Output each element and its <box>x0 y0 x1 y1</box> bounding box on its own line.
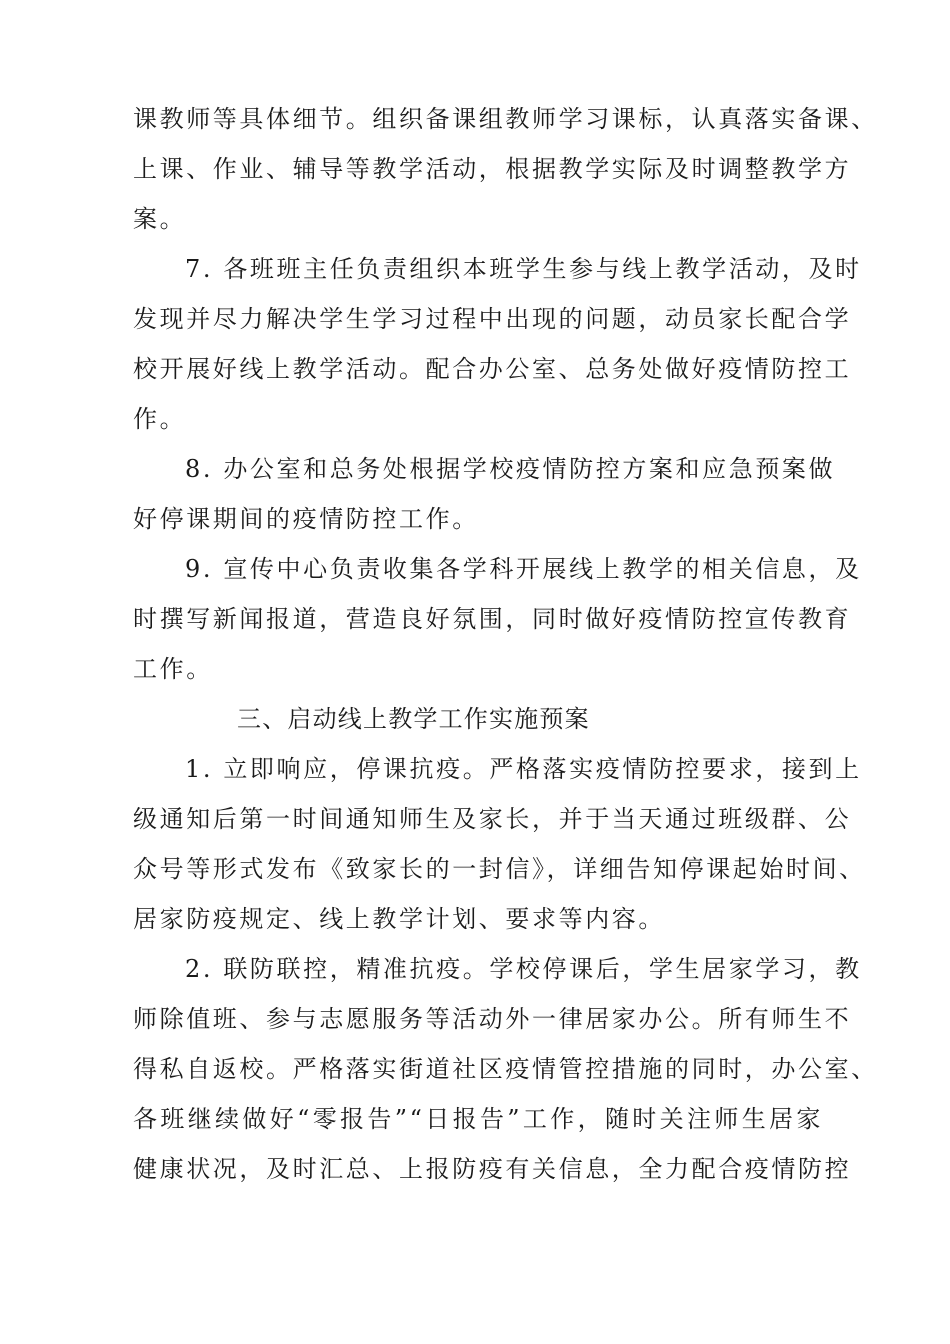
text-line: 得私自返校。严格落实街道社区疫情管控措施的同时，办公室、 <box>133 1055 878 1083</box>
text-line: 时撰写新闻报道，营造良好氛围，同时做好疫情防控宣传教育 <box>133 605 852 633</box>
text-line: 各班继续做好“零报告”“日报告”工作，随时关注师生居家 <box>133 1105 823 1133</box>
text-line: 8. 办公室和总务处根据学校疫情防控方案和应急预案做 <box>185 455 836 483</box>
text-line: 三、启动线上教学工作实施预案 <box>237 705 590 733</box>
text-line: 9. 宣传中心负责收集各学科开展线上教学的相关信息，及 <box>185 555 862 583</box>
text-line: 案。 <box>133 205 187 233</box>
text-line: 好停课期间的疫情防控工作。 <box>133 505 479 533</box>
text-line: 校开展好线上教学活动。配合办公室、总务处做好疫情防控工 <box>133 355 852 383</box>
text-line: 众号等形式发布《致家长的一封信》，详细告知停课起始时间、 <box>133 855 866 883</box>
text-line: 2. 联防联控，精准抗疫。学校停课后，学生居家学习，教 <box>185 955 862 983</box>
paragraph <box>133 94 878 244</box>
paragraph <box>133 444 836 544</box>
text-line: 工作。 <box>133 655 213 683</box>
paragraph <box>133 944 878 1194</box>
text-line: 7. 各班班主任负责组织本班学生参与线上教学活动，及时 <box>185 255 862 283</box>
paragraph <box>133 244 862 444</box>
text-line: 课教师等具体细节。组织备课组教师学习课标，认真落实备课、 <box>133 105 878 133</box>
text-line: 健康状况，及时汇总、上报防疫有关信息，全力配合疫情防控 <box>133 1155 852 1183</box>
text-line: 居家防疫规定、线上教学计划、要求等内容。 <box>133 905 665 933</box>
paragraph <box>133 544 862 694</box>
text-line: 师除值班、参与志愿服务等活动外一律居家办公。所有师生不 <box>133 1005 852 1033</box>
document-body <box>133 94 878 1194</box>
text-line: 1. 立即响应，停课抗疫。严格落实疫情防控要求，接到上 <box>185 755 862 783</box>
section-heading <box>133 694 823 744</box>
text-line: 级通知后第一时间通知师生及家长，并于当天通过班级群、公 <box>133 805 852 833</box>
text-line: 作。 <box>133 405 187 433</box>
text-line: 上课、作业、辅导等教学活动，根据教学实际及时调整教学方 <box>133 155 852 183</box>
text-line: 发现并尽力解决学生学习过程中出现的问题，动员家长配合学 <box>133 305 852 333</box>
paragraph <box>133 744 866 944</box>
